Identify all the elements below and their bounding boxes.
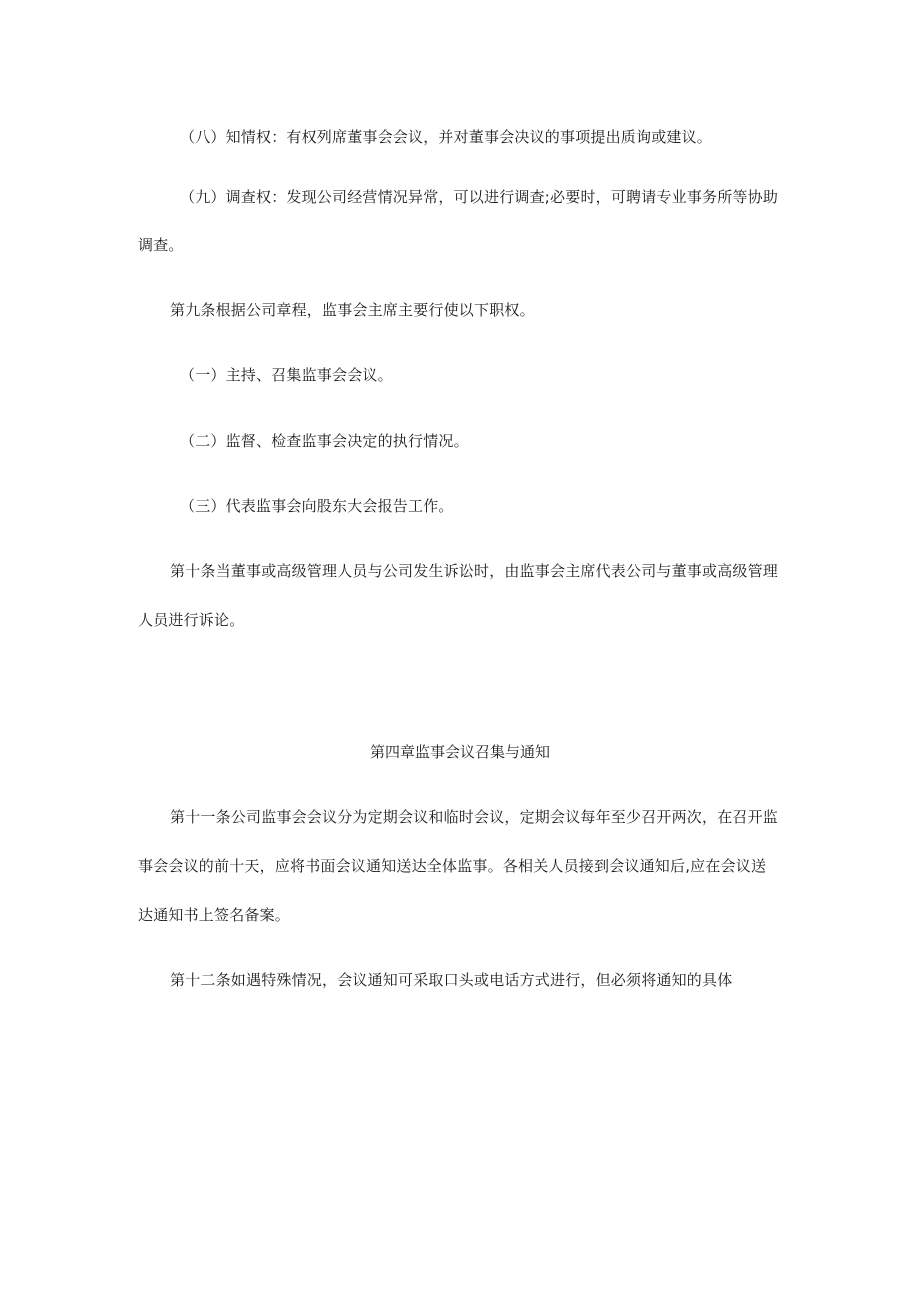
article-11-line-2: 事会会议的前十天，应将书面会议通知送达全体监事。各相关人员接到会议通知后,应在会议送 [138,857,767,875]
article-9-item-2: （二）监督、检查监事会决定的执行情况。 [180,432,469,450]
chapter-heading: 第四章监事会议召集与通知 [369,743,550,761]
paragraph-item-9-line-1: （九）调查权：发现公司经营情况异常，可以进行调查;必要时，可聘请专业事务所等协助 [180,188,779,206]
article-10-line-1: 第十条当董事或高级管理人员与公司发生诉讼时，由监事会主席代表公司与董事或高级管理 [170,562,779,580]
article-11-line-1: 第十一条公司监事会会议分为定期会议和临时会议，定期会议每年至少召开两次，在召开监 [170,808,779,826]
paragraph-item-9-line-2: 调查。 [138,236,184,254]
article-12-line-1: 第十二条如遇特殊情况，会议通知可采取口头或电话方式进行，但必须将通知的具体 [170,971,733,989]
article-10-line-2: 人员进行诉论。 [138,611,245,629]
article-9-line-1: 第九条根据公司章程，监事会主席主要行使以下职权。 [170,301,535,319]
article-9-item-3: （三）代表监事会向股东大会报告工作。 [180,497,454,515]
article-9-item-1: （一）主持、召集监事会会议。 [180,366,393,384]
paragraph-item-8-line-1: （八）知情权：有权列席董事会会议，并对董事会决议的事项提出质询或建议。 [180,128,713,146]
article-11-line-3: 达通知书上签名备案。 [138,906,291,924]
